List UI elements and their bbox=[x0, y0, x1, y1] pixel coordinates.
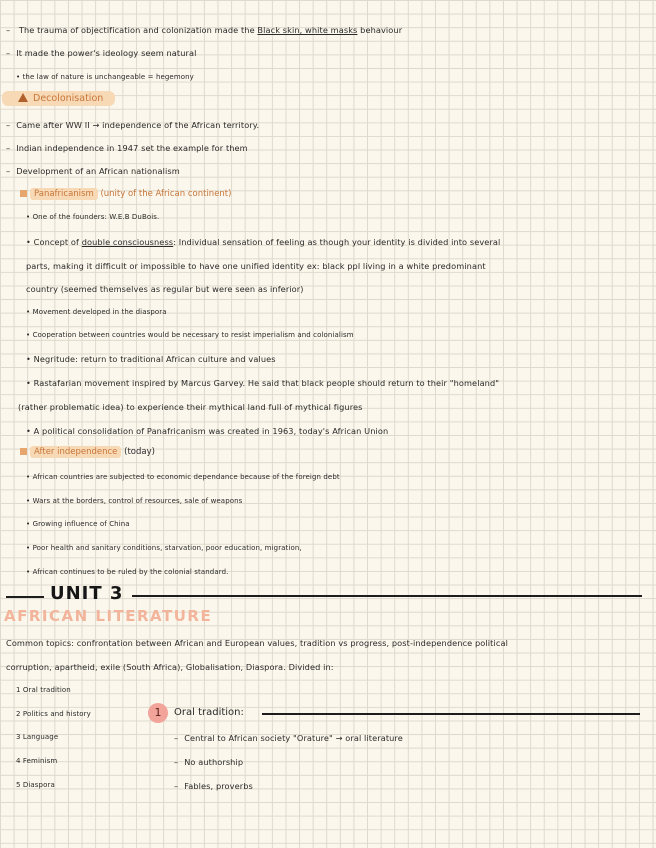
bullet-text: Cooperation between countries would be necessary to resist imperialism and colonialism bbox=[32, 331, 354, 339]
note-text: The trauma of objectification and colonization made the bbox=[18, 25, 255, 35]
divider bbox=[132, 595, 642, 597]
bullet-text: Negritude: return to traditional African culture and values bbox=[33, 354, 276, 364]
note-text: behaviour bbox=[360, 25, 403, 35]
bullet-text: One of the founders: W.E.B DuBois. bbox=[32, 213, 160, 221]
bullet: • Growing influence of China bbox=[26, 520, 130, 528]
square-icon bbox=[20, 448, 27, 455]
oral-point: – No authorship bbox=[174, 757, 243, 767]
oral-point: – Fables, proverbs bbox=[174, 781, 253, 791]
bullet-text: : Individual sensation of feeling as though your identity is divided into several bbox=[173, 237, 501, 247]
list-item: 5 Diaspora bbox=[16, 781, 55, 789]
bullet: • Wars at the borders, control of resources, sale of weapons bbox=[26, 497, 243, 505]
heading-note: (today) bbox=[124, 447, 155, 457]
oral-point: – Central to African society "Orature" → oral literature bbox=[174, 733, 403, 743]
bullet-continued: country (seemed themselves as regular but were seen as inferior) bbox=[26, 284, 304, 294]
bullet-text: A political consolidation of Panafricanism was created in 1963, today's African Union bbox=[33, 426, 389, 436]
bullet-text: Movement developed in the diaspora bbox=[32, 308, 167, 316]
bullet-text: African countries are subjected to economic dependance because of the foreign debt bbox=[32, 473, 340, 481]
bullet-continued: parts, making it difficult or impossible to have one unified identity ex: black ppl living in a white predominant bbox=[26, 261, 486, 271]
bullet: • Rastafarian movement inspired by Marcus Garvey. He said that black people should return to their "homeland" bbox=[26, 378, 500, 388]
bullet: • Negritude: return to traditional African culture and values bbox=[26, 354, 276, 364]
list-item: 3 Language bbox=[16, 733, 59, 741]
note-line: – Came after WW II → independence of the African territory. bbox=[6, 120, 259, 130]
subsection-heading-after-independence bbox=[20, 447, 155, 457]
unit-subtitle: AFRICAN LITERATURE bbox=[4, 607, 213, 625]
bullet: • Concept of double consciousness: Individual sensation of feeling as though your identity is divided into several bbox=[26, 237, 501, 247]
note-line bbox=[6, 25, 402, 35]
note-line: – Development of an African nationalism bbox=[6, 166, 180, 176]
bullet: • African continues to be ruled by the colonial standard. bbox=[26, 568, 229, 576]
list-item: 1 Oral tradition bbox=[16, 686, 71, 694]
note-text: the law of nature is unchangeable = hegemony bbox=[22, 73, 194, 81]
divider bbox=[6, 596, 44, 598]
note-line: • the law of nature is unchangeable = hegemony bbox=[16, 73, 194, 81]
heading-text: After independence bbox=[30, 446, 121, 458]
underlined-text: double consciousness bbox=[81, 237, 174, 247]
heading-text: Panafricanism bbox=[30, 188, 98, 200]
bullet-continued: (rather problematic idea) to experience their mythical land full of mythical figures bbox=[18, 402, 363, 412]
note-line: – It made the power's ideology seem natural bbox=[6, 48, 196, 58]
divider bbox=[262, 713, 640, 715]
intro-line: corruption, apartheid, exile (South Africa), Globalisation, Diaspora. Divided in: bbox=[6, 662, 334, 672]
bullet: • One of the founders: W.E.B DuBois. bbox=[26, 213, 160, 221]
bullet: • Cooperation between countries would be necessary to resist imperialism and colonialism bbox=[26, 331, 354, 339]
bullet-text: Poor health and sanitary conditions, starvation, poor education, migration, bbox=[32, 544, 302, 552]
oral-tradition-heading: Oral tradition: bbox=[174, 707, 244, 718]
bullet-text: Concept of bbox=[33, 237, 79, 247]
square-icon bbox=[20, 190, 27, 197]
bullet: • Poor health and sanitary conditions, starvation, poor education, migration, bbox=[26, 544, 302, 552]
unit-title: UNIT 3 bbox=[50, 583, 124, 604]
number-badge: 1 bbox=[148, 703, 168, 723]
bullet: • A political consolidation of Panafricanism was created in 1963, today's African Union bbox=[26, 426, 389, 436]
intro-line: Common topics: confrontation between African and European values, tradition vs progress, post-independence political bbox=[6, 638, 508, 648]
underlined-text: Black skin, white masks bbox=[257, 25, 358, 35]
triangle-icon bbox=[18, 93, 28, 102]
heading-note: (unity of the African continent) bbox=[100, 189, 232, 199]
bullet: • African countries are subjected to economic dependance because of the foreign debt bbox=[26, 473, 340, 481]
list-item: 2 Politics and history bbox=[16, 710, 91, 718]
list-item: 4 Feminism bbox=[16, 757, 58, 765]
section-heading-decolonisation bbox=[2, 91, 115, 106]
bullet-text: Growing influence of China bbox=[32, 520, 130, 528]
bullet-text: Rastafarian movement inspired by Marcus Garvey. He said that black people should return to their "homeland" bbox=[33, 378, 500, 388]
bullet: • Movement developed in the diaspora bbox=[26, 308, 167, 316]
bullet-text: African continues to be ruled by the colonial standard. bbox=[32, 568, 229, 576]
bullet-text: Wars at the borders, control of resources, sale of weapons bbox=[32, 497, 243, 505]
subsection-heading-panafricanism bbox=[20, 189, 231, 199]
note-line: – Indian independence in 1947 set the example for them bbox=[6, 143, 248, 153]
heading-text: Decolonisation bbox=[33, 93, 104, 104]
